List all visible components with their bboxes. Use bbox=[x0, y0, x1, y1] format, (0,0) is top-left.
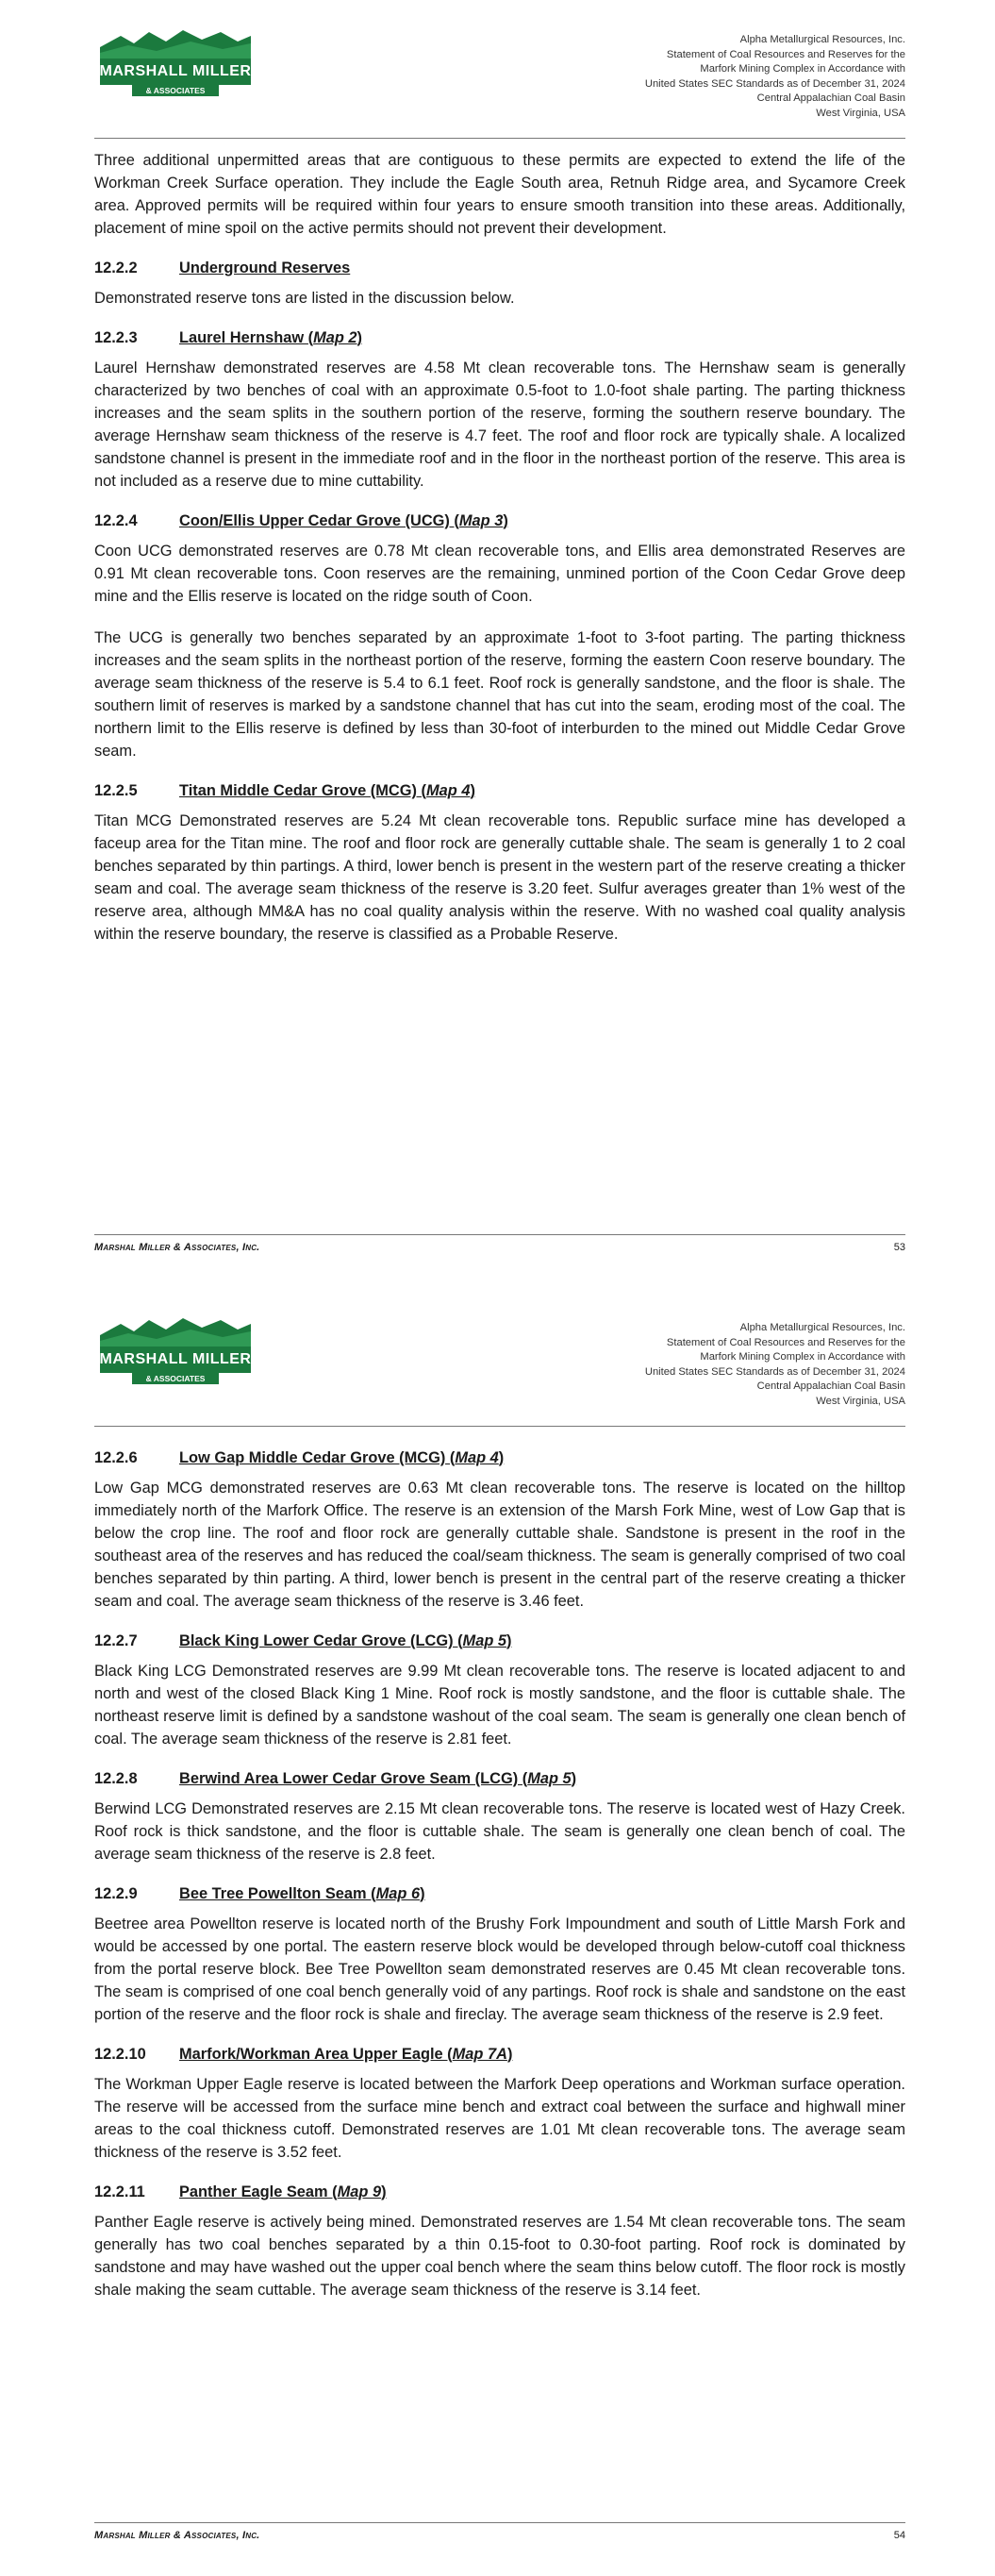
footer-divider bbox=[94, 2522, 905, 2523]
paragraph: Coon UCG demonstrated reserves are 0.78 Mt clean recoverable tons, and Ellis area demonstrated Reserves are 0.91 Mt clean recoverable tons. Coon reserves are the remaining, unmined portion of the Coon Cedar Grove deep mine and the Ellis reserve is located on the ridge south of Coon. bbox=[94, 543, 905, 605]
paragraph: Black King LCG Demonstrated reserves are 9.99 Mt clean recoverable tons. The reserve is located adjacent to and north and west of the closed Black King 1 Mine. Roof rock is mostly sandstone, and the floor is cuttable shale. The northeast reserve limit is defined by a sandstone washout of the coal seam. The seam is generally one clean bench of coal. The average seam thickness of the reserve is 2.81 feet. bbox=[94, 1663, 905, 1748]
map-reference: Map 9 bbox=[337, 2183, 382, 2200]
map-reference: Map 3 bbox=[458, 512, 504, 529]
footer-firm-name: Marshal Miller & Associates, Inc. bbox=[94, 2530, 260, 2541]
map-reference: Map 5 bbox=[527, 1770, 572, 1787]
page-body bbox=[94, 1430, 905, 2315]
section-heading: 12.2.2 Underground Reserves bbox=[94, 259, 351, 276]
company-address: Alpha Metallurgical Resources, Inc. Statement of Coal Resources and Reserves for the Marfork Mining Complex in Accordance with United States SEC Standards as of December 31, 2024 Central Appalachian Coal Basin West Virginia, USA bbox=[644, 1322, 905, 1407]
section-heading: 12.2.9 Bee Tree Powellton Seam (Map 6) bbox=[94, 1885, 425, 1902]
page-body bbox=[94, 149, 905, 959]
page-header bbox=[94, 1313, 905, 1426]
footer-divider bbox=[94, 1234, 905, 1235]
section-heading: 12.2.5 Titan Middle Cedar Grove (MCG) (Map 4) bbox=[94, 782, 475, 799]
company-address: Alpha Metallurgical Resources, Inc. Statement of Coal Resources and Reserves for the Marfork Mining Complex in Accordance with United States SEC Standards as of December 31, 2024 Central Appalachian Coal Basin West Virginia, USA bbox=[644, 34, 905, 119]
paragraph: Panther Eagle reserve is actively being mined. Demonstrated reserves are 1.54 Mt clean recoverable tons. The seam generally has two coal benches separated by a thin 0.15-foot to 0.30-foot parting. Roof rock is dominated by sandstone and may have washed out the upper coal bench where the seam thins below cutoff. The floor rock is mostly shale making the seam cuttable. The average seam thickness of the reserve is 3.14 feet. bbox=[94, 2214, 905, 2299]
page-number: 54 bbox=[893, 2530, 905, 2541]
section-heading: 12.2.10 Marfork/Workman Area Upper Eagle (Map 7A) bbox=[94, 2046, 513, 2063]
paragraph: Low Gap MCG demonstrated reserves are 0.63 Mt clean recoverable tons. The reserve is located on the hilltop immediately north of the Marfork Office. The reserve is an extension of the Marsh Fork Mine, west of Low Gap that is below the crop line. The roof and floor rock are generally cuttable shale. Sandstone is present in the roof in the southeast area of the reserves and has reduced the coal/seam thickness. The seam is generally comprised of two coal benches separated by thin parting. A third, lower bench is present in the central part of the reserve creating a thicker seam and coal. The average seam thickness of the reserve is 3.46 feet. bbox=[94, 1480, 905, 1610]
map-reference: Map 5 bbox=[462, 1632, 506, 1649]
footer-firm-name: Marshal Miller & Associates, Inc. bbox=[94, 1242, 260, 1253]
paragraph: The UCG is generally two benches separated by an approximate 1-foot to 3-foot parting. The parting thickness increases and the seam splits in the northeast portion of the reserve, forming the eastern Coon reserve boundary. The average seam thickness of the reserve is 5.4 to 6.1 feet. Roof rock is generally sandstone, and the floor is shale. The southern limit of reserves is marked by a sandstone channel that has cut into the seam, eroding most of the coal. The northern limit to the Ellis reserve is defined by less than 30-foot of interburden to the mined out Middle Cedar Grove seam. bbox=[94, 629, 905, 760]
logo-text-bottom: & ASSOCIATES bbox=[145, 1374, 206, 1383]
company-logo bbox=[100, 26, 251, 98]
page-footer bbox=[94, 2530, 905, 2549]
page-number: 53 bbox=[893, 1242, 905, 1253]
page-header bbox=[94, 25, 905, 138]
paragraph: The Workman Upper Eagle reserve is located between the Marfork Deep operations and Workman surface operation. The reserve will be accessed from the surface mine bench and extract coal between the surface and highwall miner areas to the coal thickness cutoff. Demonstrated reserves are 1.01 Mt clean recoverable tons. The average seam thickness of the reserve is 3.52 feet. bbox=[94, 2076, 905, 2161]
section-heading: 12.2.8 Berwind Area Lower Cedar Grove Seam (LCG) (Map 5) bbox=[94, 1770, 577, 1787]
paragraph: Titan MCG Demonstrated reserves are 5.24 Mt clean recoverable tons. Republic surface mine has developed a faceup area for the Titan mine. The roof and floor rock are generally cuttable shale. The seam is generally 1 to 2 coal benches separated by thin partings. A third, lower bench is present in the western part of the reserve creating a thicker seam and coal. The average seam thickness of the reserve is 3.20 feet. Sulfur averages greater than 1% west of the reserve area, although MM&A has no coal quality analysis within the reserve. With no washed coal quality analysis within the reserve boundary, the reserve is classified as a Probable Reserve. bbox=[94, 812, 905, 943]
logo-text-top: MARSHALL MILLER bbox=[100, 1351, 251, 1367]
map-reference: Map 4 bbox=[455, 1449, 499, 1466]
paragraph: Beetree area Powellton reserve is located north of the Brushy Fork Impoundment and south of Little Marsh Fork and would be accessed by one portal. The eastern reserve block would be developed through below-cutoff coal thickness from the portal reserve block. Bee Tree Powellton seam demonstrated reserves are 0.45 Mt clean recoverable tons. The seam is comprised of one coal bench generally void of any partings. Roof rock is shale and sandstone on the east portion of the reserve and the floor rock is shale and fireclay. The average seam thickness of the reserve is 2.9 feet. bbox=[94, 1915, 905, 2023]
logo-text-top: MARSHALL MILLER bbox=[100, 63, 251, 79]
section-heading: 12.2.7 Black King Lower Cedar Grove (LCG) (Map 5) bbox=[94, 1632, 512, 1649]
header-divider bbox=[94, 138, 905, 139]
logo-text-bottom: & ASSOCIATES bbox=[145, 86, 206, 95]
page-54 bbox=[0, 1288, 995, 2576]
map-reference: Map 6 bbox=[375, 1885, 421, 1902]
section-heading: 12.2.3 Laurel Hernshaw (Map 2) bbox=[94, 329, 363, 346]
section-heading: 12.2.11 Panther Eagle Seam (Map 9) bbox=[94, 2183, 387, 2200]
section-heading: 12.2.6 Low Gap Middle Cedar Grove (MCG) (Map 4) bbox=[94, 1449, 505, 1466]
header-divider bbox=[94, 1426, 905, 1427]
paragraph: Laurel Hernshaw demonstrated reserves are 4.58 Mt clean recoverable tons. The Hernshaw seam is generally characterized by two benches of coal with an approximate 0.5-foot to 1.0-foot shale parting. The parting thickness increases and the seam splits in the southern portion of the reserve, forming the southern reserve boundary. The average Hernshaw seam thickness of the reserve is 4.7 feet. The roof and floor rock are typically shale. A localized sandstone channel is present in the immediate roof and in the floor in the northeast portion of the reserve. This area is not included as a reserve due to mine cuttability. bbox=[94, 360, 905, 490]
map-reference: Map 2 bbox=[313, 329, 357, 346]
company-logo bbox=[100, 1314, 251, 1386]
map-reference: Map 7A bbox=[452, 2046, 507, 2063]
paragraph: Berwind LCG Demonstrated reserves are 2.15 Mt clean recoverable tons. The reserve is located west of Hazy Creek. Roof rock is thick sandstone, and the floor is cuttable shale. The seam is generally one clean bench of coal. The average seam thickness of the reserve is 2.8 feet. bbox=[94, 1800, 905, 1863]
paragraph: Three additional unpermitted areas that are contiguous to these permits are expected to extend the life of the Workman Creek Surface operation. They include the Eagle South area, Retnuh Ridge area, and Sycamore Creek area. Approved permits will be required within four years to ensure smooth transition into these areas. Additionally, placement of mine spoil on the active permits should not prevent their development. bbox=[94, 152, 905, 237]
page-footer bbox=[94, 1242, 905, 1261]
section-heading: 12.2.4 Coon/Ellis Upper Cedar Grove (UCG) (Map 3) bbox=[94, 512, 508, 529]
map-reference: Map 4 bbox=[425, 782, 471, 799]
paragraph: Demonstrated reserve tons are listed in the discussion below. bbox=[94, 290, 515, 307]
